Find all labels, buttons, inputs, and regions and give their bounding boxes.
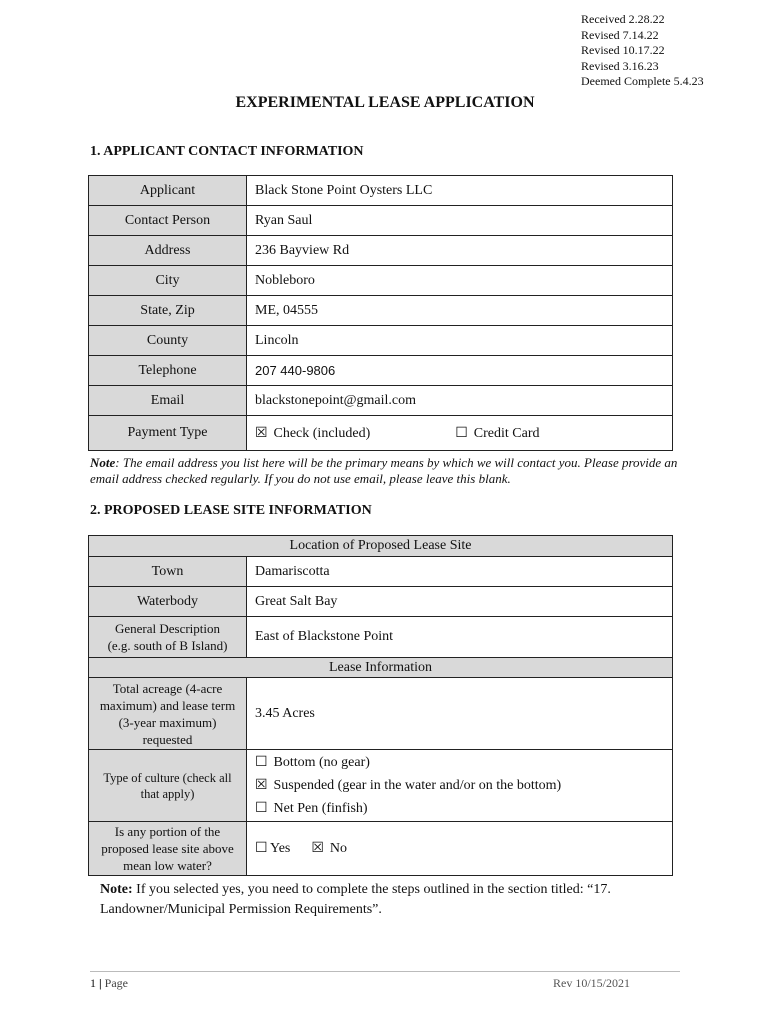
table-row: [89, 416, 673, 451]
lease-information-header: Lease Information: [89, 658, 673, 678]
culture-option-netpen: [255, 797, 664, 820]
city-value[interactable]: Nobleboro: [247, 266, 673, 296]
check-payment-checkbox[interactable]: ☒: [255, 424, 268, 441]
no-checkbox[interactable]: ☒: [311, 840, 324, 856]
suspended-checkbox[interactable]: ☒: [255, 777, 268, 793]
general-description-value[interactable]: East of Blackstone Point: [247, 617, 673, 658]
credit-card-label: Credit Card: [473, 425, 540, 441]
location-header: Location of Proposed Lease Site: [89, 536, 673, 557]
footer-divider: [90, 971, 680, 972]
applicant-label: Applicant: [89, 176, 247, 206]
revision-history: [581, 12, 704, 90]
section1-heading: 1. APPLICANT CONTACT INFORMATION: [90, 144, 364, 159]
table-row: [89, 678, 673, 750]
email-note: [90, 455, 690, 487]
suspended-label: Suspended (gear in the water and/or on the bottom): [273, 778, 562, 793]
page-word: Page: [104, 976, 128, 990]
culture-type-label: Type of culture (check all that apply): [89, 750, 247, 822]
waterbody-value[interactable]: Great Salt Bay: [247, 587, 673, 617]
footer-page: [90, 976, 128, 991]
table-row: [89, 206, 673, 236]
revision-line: Revised 10.17.22: [581, 43, 665, 57]
net-pen-checkbox[interactable]: ☐: [255, 800, 268, 816]
low-water-options: [247, 822, 673, 876]
contact-person-value[interactable]: Ryan Saul: [247, 206, 673, 236]
revision-line: Revised 7.14.22: [581, 27, 659, 42]
address-value[interactable]: 236 Bayview Rd: [247, 236, 673, 266]
low-water-label: Is any portion of the proposed lease site above mean low water?: [89, 822, 247, 876]
page-separator: |: [96, 976, 105, 990]
culture-type-options: [247, 750, 673, 822]
note-prefix: Note:: [100, 882, 133, 897]
revision-line: Revised 3.16.23: [581, 58, 659, 73]
table-row: [89, 356, 673, 386]
table-row: [89, 557, 673, 587]
county-label: County: [89, 326, 247, 356]
state-zip-value[interactable]: ME, 04555: [247, 296, 673, 326]
bottom-label: Bottom (no gear): [273, 755, 370, 770]
footer-revision: Rev 10/15/2021: [553, 976, 630, 990]
table-row: [89, 536, 673, 557]
email-value[interactable]: blackstonepoint@gmail.com: [247, 386, 673, 416]
county-value[interactable]: Lincoln: [247, 326, 673, 356]
bottom-checkbox[interactable]: ☐: [255, 754, 268, 770]
note-prefix: Note: [90, 455, 116, 470]
table-row: [89, 386, 673, 416]
general-description-line2: (e.g. south of B Island): [107, 638, 228, 653]
table-row: [89, 750, 673, 822]
no-label: No: [329, 841, 347, 856]
revision-line: Deemed Complete 5.4.23: [581, 74, 704, 88]
table-row: [89, 658, 673, 678]
table-row: [89, 617, 673, 658]
note-text: If you selected yes, you need to complete the steps outlined in the section titled: “17. Landowner/Municipal Permission Requirements”.: [100, 882, 611, 917]
section2-heading: 2. PROPOSED LEASE SITE INFORMATION: [90, 503, 372, 518]
city-label: City: [89, 266, 247, 296]
culture-option-bottom: [255, 751, 664, 774]
contact-person-label: Contact Person: [89, 206, 247, 236]
table-row: [89, 587, 673, 617]
low-water-note: [100, 880, 700, 920]
payment-type-label: Payment Type: [89, 416, 247, 451]
yes-checkbox[interactable]: ☐: [255, 840, 268, 856]
telephone-label: Telephone: [89, 356, 247, 386]
table-row: [89, 326, 673, 356]
applicant-value[interactable]: Black Stone Point Oysters LLC: [247, 176, 673, 206]
town-value[interactable]: Damariscotta: [247, 557, 673, 587]
note-text: : The email address you list here will be the primary means by which we will contact you. Please provide an email address checked regularly. If you do not use email, please leave this blank.: [90, 455, 678, 486]
acreage-label: Total acreage (4-acre maximum) and lease term (3-year maximum) requested: [89, 678, 247, 750]
telephone-value[interactable]: 207 440-9806: [247, 356, 673, 386]
payment-type-options: [247, 416, 673, 451]
waterbody-label: Waterbody: [89, 587, 247, 617]
net-pen-label: Net Pen (finfish): [273, 801, 368, 816]
state-zip-label: State, Zip: [89, 296, 247, 326]
table-row: [89, 236, 673, 266]
town-label: Town: [89, 557, 247, 587]
check-payment-label: Check (included): [273, 425, 371, 441]
acreage-value[interactable]: 3.45 Acres: [247, 678, 673, 750]
credit-card-checkbox[interactable]: ☐: [455, 424, 468, 441]
general-description-label: [89, 617, 247, 658]
address-label: Address: [89, 236, 247, 266]
revision-line: Received 2.28.22: [581, 12, 665, 26]
yes-label: Yes: [270, 841, 291, 856]
table-row: [89, 296, 673, 326]
page-number: 1: [90, 976, 96, 990]
general-description-line1: General Description: [114, 621, 221, 636]
table-row: [89, 176, 673, 206]
table-row: [89, 266, 673, 296]
document-title: EXPERIMENTAL LEASE APPLICATION: [235, 94, 535, 111]
applicant-contact-table: [88, 175, 673, 451]
lease-site-table: [88, 535, 673, 876]
table-row: [89, 822, 673, 876]
email-label: Email: [89, 386, 247, 416]
culture-option-suspended: [255, 774, 664, 797]
